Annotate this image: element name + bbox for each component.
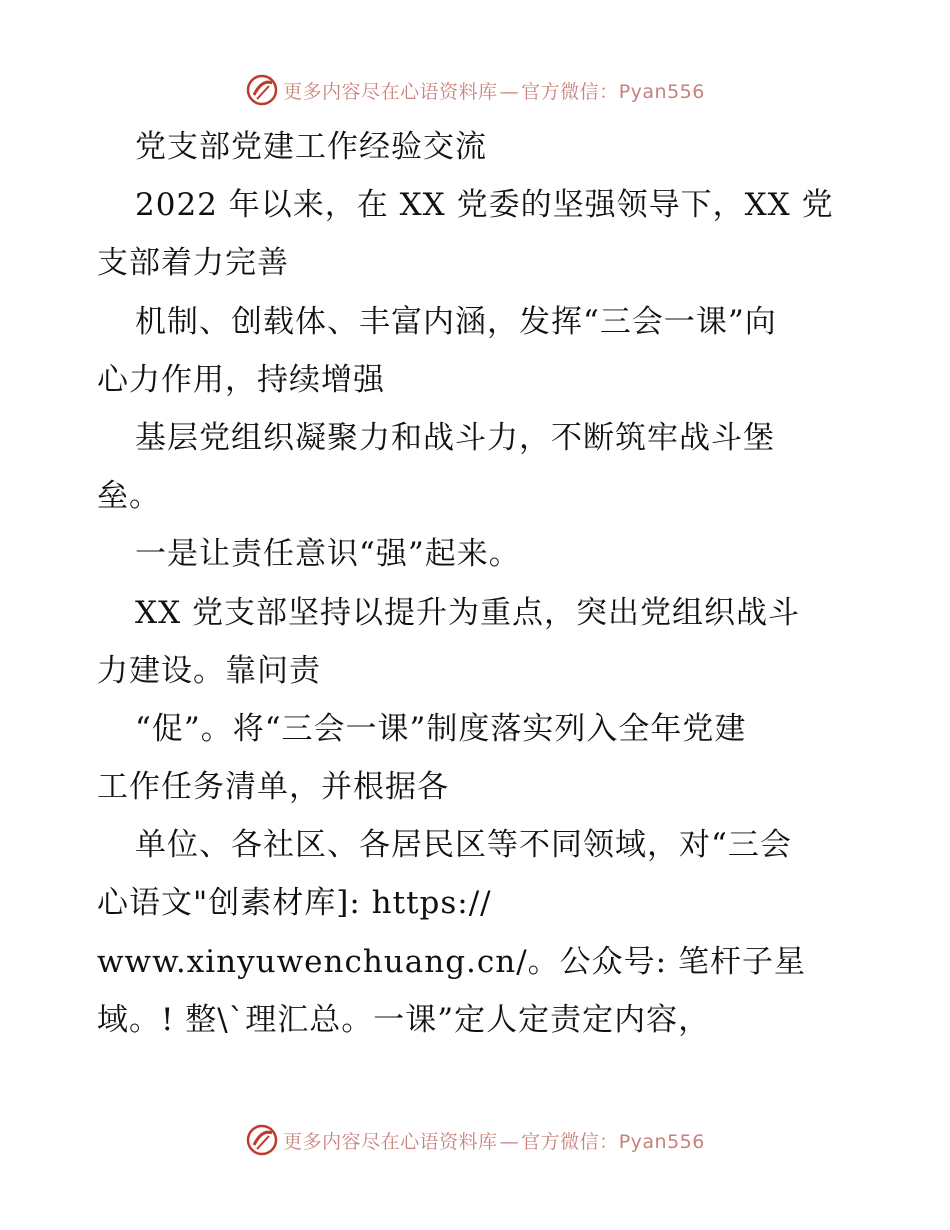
text-line: XX 党支部坚持以提升为重点，突出党组织战斗: [135, 594, 800, 631]
text-line: “促”。将“三会一课”制度落实列入全年党建: [135, 710, 747, 747]
watermark-text: 更多内容尽在心语资料库 — 官方微信：Pyan556: [283, 80, 705, 103]
watermark-text: 更多内容尽在心语资料库 — 官方微信：Pyan556: [283, 1130, 705, 1153]
text-line: 2022 年以来，在 XX 党委的坚强领导下，XX 党: [135, 187, 834, 224]
text-line: 基层党组织凝聚力和战斗力，不断筑牢战斗堡: [135, 419, 775, 456]
text-line: 垒。: [97, 478, 161, 515]
watermark-banner-top: [0, 70, 950, 110]
brand-logo-icon: [245, 1123, 279, 1157]
text-line: 一是让责任意识“强”起来。: [135, 536, 521, 573]
text-line: 力建设。靠问责: [97, 652, 321, 689]
brand-logo-icon: [245, 73, 279, 107]
text-line: 单位、各社区、各居民区等不同领域，对“三会: [135, 827, 792, 864]
text-line: www.xinyuwenchuang.cn/。公众号: 笔杆子星: [97, 943, 806, 980]
text-line: 党支部党建工作经验交流: [135, 129, 487, 165]
watermark-banner-bottom: [0, 1120, 950, 1160]
text-line: 支部着力完善: [97, 245, 289, 282]
text-line: 心语文"创素材库]: https://: [97, 885, 492, 922]
text-line: 工作任务清单，并根据各: [97, 769, 449, 806]
text-line: 心力作用，持续增强: [97, 361, 385, 398]
document-body: [97, 118, 857, 1049]
text-line: 域。! 整\`理汇总。一课”定人定责定内容，: [97, 1001, 711, 1038]
text-line: 机制、创载体、丰富内涵，发挥“三会一课”向: [135, 303, 777, 340]
